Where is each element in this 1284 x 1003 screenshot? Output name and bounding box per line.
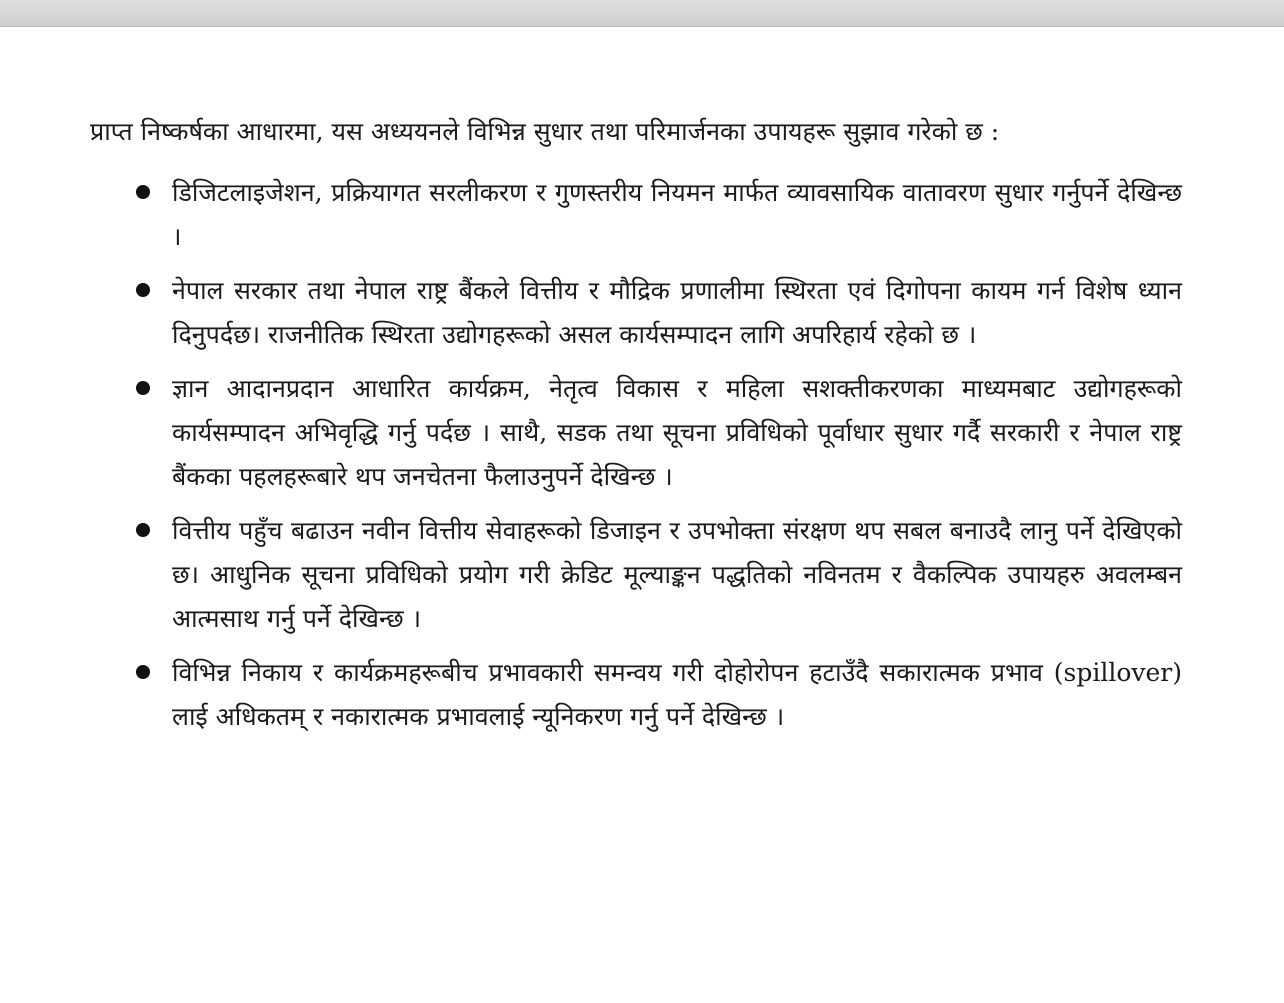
list-item [90, 367, 1182, 499]
recommendation-list [90, 171, 1182, 739]
bullet-icon [136, 283, 150, 297]
list-item [90, 509, 1182, 641]
list-item-text: डिजिटलाइजेशन, प्रक्रियागत सरलीकरण र गुणस्तरीय नियमन मार्फत व्यावसायिक वातावरण सुधार गर्नुपर्ने देखिन्छ । [172, 178, 1182, 251]
bullet-icon [136, 665, 150, 679]
bullet-icon [136, 381, 150, 395]
list-item [90, 651, 1182, 739]
bullet-icon [136, 523, 150, 537]
bullet-icon [136, 185, 150, 199]
intro-paragraph: प्राप्त निष्कर्षका आधारमा, यस अध्ययनले विभिन्न सुधार तथा परिमार्जनका उपायहरू सुझाव गरेको छ : [90, 117, 1000, 146]
list-item [90, 171, 1182, 259]
list-item-text: वित्तीय पहुँच बढाउन नवीन वित्तीय सेवाहरूको डिजाइन र उपभोक्ता संरक्षण थप सबल बनाउदै लानु पर्ने देखिएको छ। आधुनिक सूचना प्रविधिको प्रयोग गरी क्रेडिट मूल्याङ्कन पद्धतिको नविनतम र वैकल्पिक उपायहरु अवलम्बन आत्मसाथ गर्नु पर्ने देखिन्छ । [172, 516, 1182, 633]
list-item [90, 269, 1182, 357]
document-page [90, 110, 1182, 749]
list-item-text: ज्ञान आदानप्रदान आधारित कार्यक्रम, नेतृत्व विकास र महिला सशक्तीकरणका माध्यमबाट उद्योगहरूको कार्यसम्पादन अभिवृद्धि गर्नु पर्दछ । साथै, सडक तथा सूचना प्रविधिको पूर्वाधार सुधार गर्दै सरकारी र नेपाल राष्ट्र बैंकका पहलहरूबारे थप जनचेतना फैलाउनुपर्ने देखिन्छ । [172, 374, 1182, 491]
list-item-text: नेपाल सरकार तथा नेपाल राष्ट्र बैंकले वित्तीय र मौद्रिक प्रणालीमा स्थिरता एवं दिगोपना कायम गर्न विशेष ध्यान दिनुपर्दछ। राजनीतिक स्थिरता उद्योगहरूको असल कार्यसम्पादन लागि अपरिहार्य रहेको छ । [172, 276, 1182, 349]
viewer-top-bar [0, 0, 1284, 27]
list-item-text: विभिन्न निकाय र कार्यक्रमहरूबीच प्रभावकारी समन्वय गरी दोहोरोपन हटाउँदै सकारात्मक प्रभाव (spillover) लाई अधिकतम् र नकारात्मक प्रभावलाई न्यूनिकरण गर्नु पर्ने देखिन्छ । [172, 658, 1182, 731]
